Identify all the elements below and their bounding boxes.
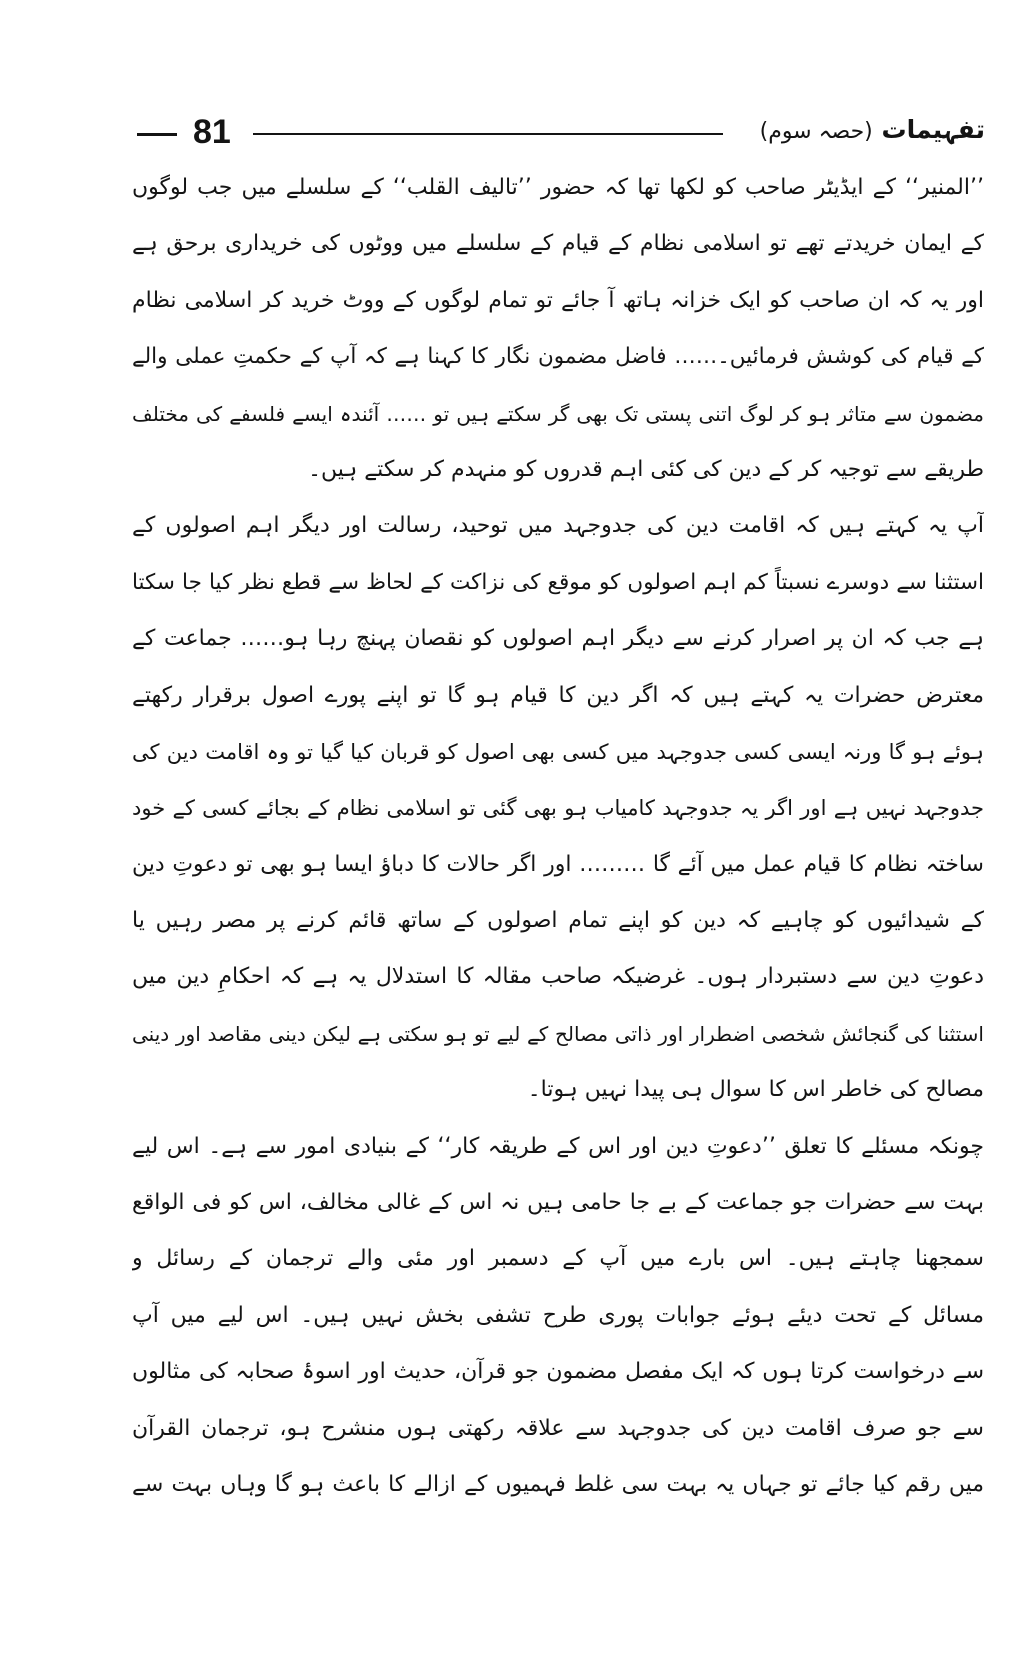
text-line: معترض حضرات یہ کہتے ہیں کہ اگر دین کا قیام ہو گا تو اپنے پورے اصول برقرار رکھتے	[132, 682, 984, 708]
text-line: دعوتِ دین سے دستبردار ہوں۔ غرضیکہ صاحب مقالہ کا استدلال یہ ہے کہ احکامِ دین میں	[132, 964, 984, 990]
text-line: استثنا سے دوسرے نسبتاً کم اہم اصولوں کو موقع کی نزاکت کے لحاظ سے قطع نظر کیا جا سکتا	[132, 569, 984, 595]
text-line: اور یہ کہ ان صاحب کو ایک خزانہ ہاتھ آ جائے تو تمام لوگوں کے ووٹ خرید کر اسلامی نظام	[132, 287, 984, 313]
text-line: بہت سے حضرات جو جماعت کے بے جا حامی ہیں نہ اس کے غالی مخالف، اس کو فی الواقع	[132, 1190, 984, 1216]
text-line: چونکہ مسئلے کا تعلق ’’دعوتِ دین اور اس کے طریقہ کار‘‘ کے بنیادی امور سے ہے۔ اس لیے	[132, 1133, 984, 1159]
running-header	[135, 108, 985, 158]
page-number: 81	[193, 113, 231, 151]
body-text	[132, 160, 984, 1513]
text-line: کے ایمان خریدتے تھے تو اسلامی نظام کے قیام کے سلسلے میں ووٹوں کی خریداری برحق ہے	[132, 231, 984, 257]
text-line: مضمون سے متاثر ہو کر لوگ اتنی پستی تک بھی گر سکتے ہیں تو …… آئندہ ایسے فلسفے کی مختلف	[132, 401, 984, 426]
text-line: سے جو صرف اقامت دین کی جدوجہد سے علاقہ رکھتی ہوں منشرح ہو، ترجمان القرآن	[132, 1415, 984, 1441]
text-line: میں رقم کیا جائے تو جہاں یہ بہت سی غلط فہمیوں کے ازالے کا باعث ہو گا وہاں بہت سے	[132, 1471, 984, 1497]
paragraph-end-line: طریقے سے توجیہ کر کے دین کی کئی اہم قدروں کو منہدم کر سکتے ہیں۔	[308, 456, 984, 482]
text-line: جدوجہد نہیں ہے اور اگر یہ جدوجہد کامیاب ہو بھی گئی تو اسلامی نظام کے بجائے کسی کے خود	[132, 796, 984, 821]
text-line: کے قیام کی کوشش فرمائیں۔…… فاضل مضمون نگار کا کہنا ہے کہ آپ کے حکمتِ عملی والے	[132, 344, 984, 370]
text-line: استثنا کی گنجائش شخصی اضطرار اور ذاتی مصالح کے لیے تو ہو سکتی ہے لیکن دینی مقاصد اور دینی	[132, 1021, 984, 1046]
header-dash	[137, 133, 177, 136]
book-title-part: (حصہ سوم)	[759, 119, 873, 144]
book-title-main: تفہیمات	[881, 115, 985, 144]
book-title	[760, 108, 985, 154]
text-line: ہے جب کہ ان پر اصرار کرنے سے دیگر اہم اصولوں کو نقصان پہنچ رہا ہو…… جماعت کے	[132, 626, 984, 652]
text-line: ہوئے ہو گا ورنہ ایسی کسی جدوجہد میں کسی بھی اصول کو قربان کیا گیا تو وہ اقامت دین کی	[132, 739, 984, 764]
text-line: آپ یہ کہتے ہیں کہ اقامت دین کی جدوجہد میں توحید، رسالت اور دیگر اہم اصولوں کے	[132, 513, 984, 539]
text-line: سے درخواست کرتا ہوں کہ ایک مفصل مضمون جو قرآن، حدیث اور اسوۂ صحابہ کی مثالوں	[132, 1359, 984, 1385]
text-line: ساختہ نظام کا قیام عمل میں آئے گا ……… اور اگر حالات کا دباؤ ایسا ہو بھی تو دعوتِ دین	[132, 851, 984, 877]
text-line: مسائل کے تحت دیئے ہوئے جوابات پوری طرح تشفی بخش نہیں ہیں۔ اس لیے میں آپ	[132, 1302, 984, 1328]
paragraph-end-line: مصالح کی خاطر اس کا سوال ہی پیدا نہیں ہوتا۔	[527, 1077, 984, 1103]
text-line: ’’المنیر‘‘ کے ایڈیٹر صاحب کو لکھا تھا کہ حضور ’’تالیف القلب‘‘ کے سلسلے میں جب لوگوں	[132, 175, 984, 200]
text-line: سمجھنا چاہتے ہیں۔ اس بارے میں آپ کے دسمبر اور مئی والے ترجمان کے رسائل و	[132, 1246, 984, 1272]
text-line: کے شیدائیوں کو چاہیے کہ دین کو اپنے تمام اصولوں کے ساتھ قائم کرنے پر مصر رہیں یا	[132, 908, 984, 934]
header-rule	[253, 133, 723, 135]
